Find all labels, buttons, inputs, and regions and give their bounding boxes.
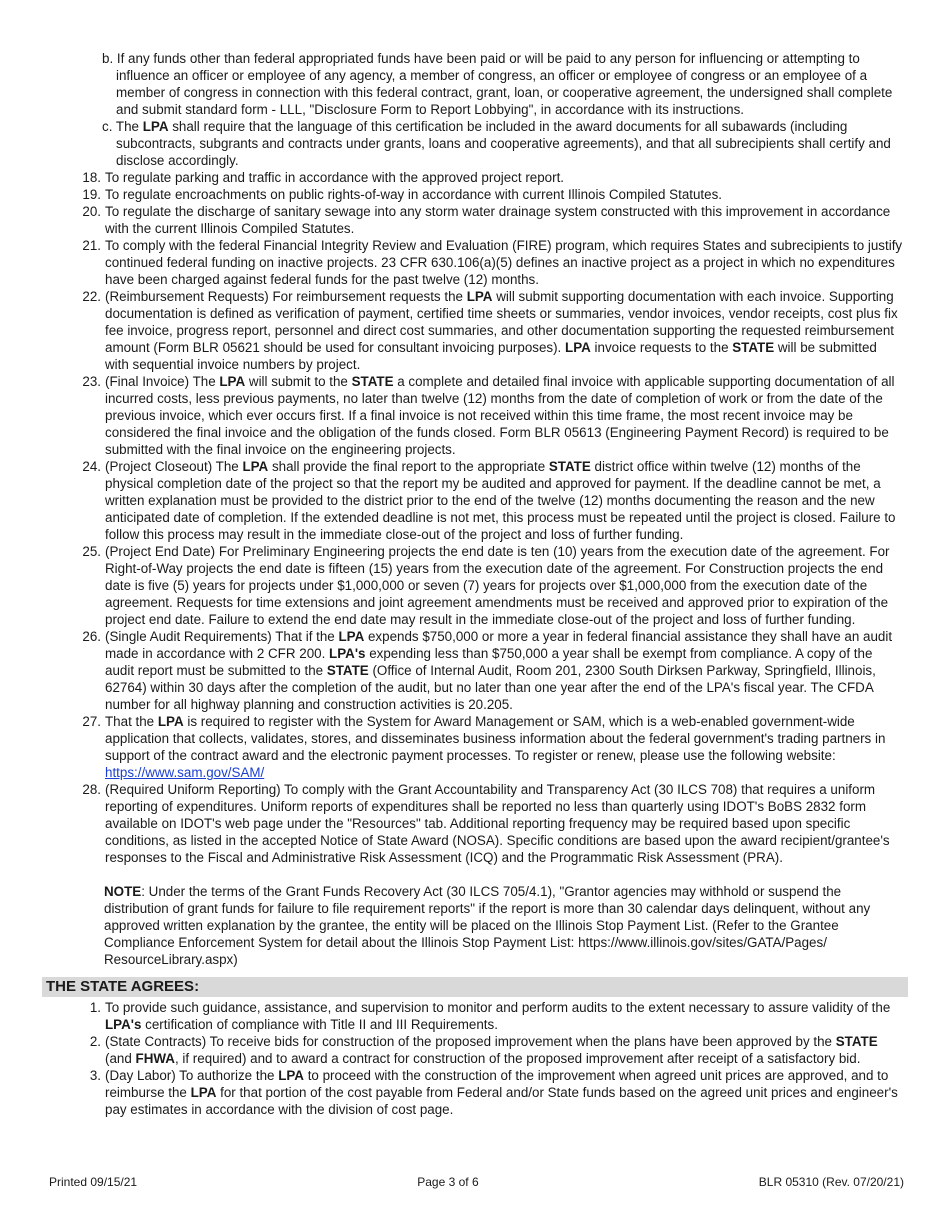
document-body <box>0 50 950 1118</box>
item-26: 26. (Single Audit Requirements) That if the LPA expends $750,000 or more a year in federal financial assistance they shall have an audit made in accordance with 2 CFR 200. LPA's expending less than $750,000 a year shall be exempt from compliance. A copy of the audit report must be submitted to the STATE (Office of Internal Audit, Room 201, 2300 South Dirksen Parkway, Springfield, Illinois, 62764) within 30 days after the completion of the audit, but no later than one year after the end of the LPA's fiscal year. The CFDA number for all highway planning and construction activities is 20.205. <box>82 629 893 712</box>
page-footer <box>49 1174 904 1191</box>
state-item-3: 3. (Day Labor) To authorize the LPA to proceed with the construction of the improvement when agreed unit prices are approved, and to reimburse the LPA for that portion of the cost payable from Federal and/or State funds based on the agreed unit prices and engineer's pay estimates in accordance with the division of cost page. <box>89 1068 898 1117</box>
form-number: BLR 05310 (Rev. 07/20/21) <box>758 1175 904 1189</box>
item-25: 25. (Project End Date) For Preliminary Engineering projects the end date is ten (10) years from the execution date of the agreement. For Right-of-Way projects the end date is fifteen (15) years from the execution date of the agreement. For Construction projects the end date is five (5) years for projects under $1,000,000 or seven (7) years for projects over $1,000,000 from the execution date of the agreement. Requests for time extensions and joint agreement amendments must be received and approved prior to expiration of the project end date. Failure to extend the end date may result in the immediate close-out of the project and loss of further funding. <box>82 544 890 627</box>
item-18: 18. To regulate parking and traffic in accordance with the approved project report. <box>82 170 565 185</box>
item-22: 22. (Reimbursement Requests) For reimbursement requests the LPA will submit supporting documentation with each invoice. Supporting documentation is defined as verification of payment, certified time sheets or summaries, vendor invoices, vendor receipts, cost plus fix fee invoice, progress report, personnel and direct cost summaries, and other documentation supporting the requested reimbursement amount (Form BLR 05621 should be used for consultant invoicing purposes). LPA invoice requests to the STATE will be submitted with sequential invoice numbers by project. <box>82 289 898 372</box>
item-20: 20. To regulate the discharge of sanitary sewage into any storm water drainage system constructed with this improvement in accordance with the current Illinois Compiled Statutes. <box>82 204 891 236</box>
item-21: 21. To comply with the federal Financial Integrity Review and Evaluation (FIRE) program, which requires States and subrecipients to justify continued federal funding on inactive projects. 23 CFR 630.106(a)(5) defines an inactive project as a project in which no expenditures have been charged against federal funds for the past twelve (12) months. <box>82 238 903 287</box>
sam-website-link[interactable]: https://www.sam.gov/SAM/ <box>105 765 265 780</box>
clause-b: b. If any funds other than federal appropriated funds have been paid or will be paid to any person for influencing or attempting to influence an officer or employee of any agency, a member of congress, an officer or employee of congress or an employee of a member of congress in connection with this federal contract, grant, loan, or cooperative agreement, the undersigned shall complete and submit standard form - LLL, "Disclosure Form to Report Lobbying", in accordance with its instructions. <box>102 51 893 117</box>
state-item-1: 1. To provide such guidance, assistance, and supervision to monitor and perform audits to the extent necessary to assure validity of the LPA's certification of compliance with Title II and III Requirements. <box>89 1000 891 1032</box>
printed-date: Printed 09/15/21 <box>49 1175 138 1189</box>
item-24: 24. (Project Closeout) The LPA shall provide the final report to the appropriate STATE district office within twelve (12) months of the physical completion date of the project so that the report my be audited and approved for payment. If the deadline cannot be met, a written explanation must be provided to the district prior to the end of the twelve (12) months documenting the reason and the new anticipated date of completion. If the extended deadline is not met, this process must be repeated until the project is closed. Failure to follow this process may result in the immediate close-out of the project and loss of further funding. <box>82 459 896 542</box>
clause-c: c. The LPA shall require that the language of this certification be included in the award documents for all subawards (including subcontracts, subgrants and contracts under grants, loans and cooperative agreements), and that all subrecipients shall certify and disclose accordingly. <box>102 119 891 168</box>
note-paragraph: NOTE: Under the terms of the Grant Funds Recovery Act (30 ILCS 705/4.1), "Grantor agencies may withhold or suspend the distribution of grant funds for failure to file requirement reports" if the report is more than 30 calendar days delinquent, without any approved written explanation by the grantee, the entity will be placed on the Illinois Stop Payment List. (Refer to the Grantee Compliance Enforcement System for detail about the Illinois Stop Payment List: https://www.illinois.gov/sites/GATA/Pages/ ResourceLibrary.aspx) <box>104 884 871 967</box>
item-27: 27. That the LPA is required to register with the System for Award Management or SAM, which is a web-enabled government-wide application that collects, validates, stores, and disseminates business information about the federal government's trading partners in support of the contract award and the electronic payment processes. To register or renew, please use the following website: https://www.sam.gov/SAM/ <box>82 714 886 780</box>
item-28: 28. (Required Uniform Reporting) To comply with the Grant Accountability and Transparency Act (30 ILCS 708) that requires a uniform reporting of expenditures. Uniform reports of expenditures shall be reported no less than quarterly using IDOT's BoBS 2832 form available on IDOT's web page under the "Resources" tab. Additional reporting frequency may be required based upon specific conditions, as listed in the accepted Notice of State Award (NOSA). Specific conditions are based upon the award recipient/grantee's responses to the Fiscal and Administrative Risk Assessment (ICQ) and the Programmatic Risk Assessment (PRA). <box>82 782 890 865</box>
page-number: Page 3 of 6 <box>417 1175 479 1189</box>
state-item-2: 2. (State Contracts) To receive bids for construction of the proposed improvement when the plans have been approved by the STATE (and FHWA, if required) and to award a contract for construction of the proposed improvement after receipt of a satisfactory bid. <box>89 1034 878 1066</box>
state-agrees-heading: THE STATE AGREES: <box>42 977 908 997</box>
item-23: 23. (Final Invoice) The LPA will submit to the STATE a complete and detailed final invoice with applicable supporting documentation of all incurred costs, less previous payments, no later than twelve (12) months from the date of completion of work or from the date of the previous invoice, which ever occurs first. If a final invoice is not received within this time frame, the most recent invoice may be considered the final invoice and the obligation of the funds closed. Form BLR 05613 (Engineering Payment Record) is required to be submitted with the final invoice on the engineering projects. <box>82 374 895 457</box>
item-19: 19. To regulate encroachments on public rights-of-way in accordance with current Illinois Compiled Statutes. <box>82 187 723 202</box>
